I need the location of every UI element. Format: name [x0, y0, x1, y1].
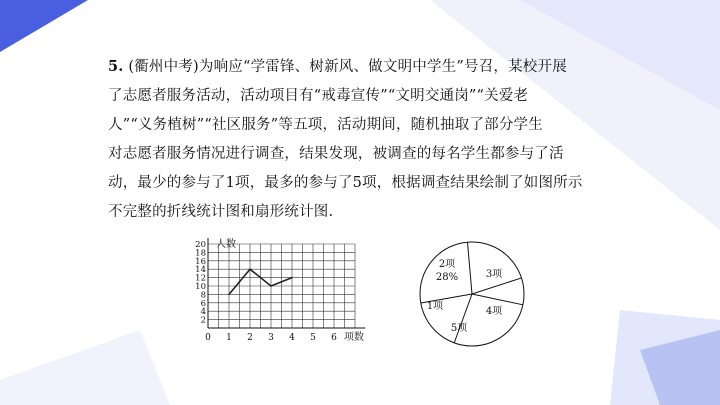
pie-slice-label: 5项: [450, 323, 468, 334]
problem-line-6: 不完整的折线统计图和扇形统计图.: [108, 204, 334, 220]
y-tick-label: 16: [195, 256, 206, 267]
pie-slice-label: 2项: [438, 259, 456, 270]
data-point: [291, 277, 293, 279]
pie-slice-label: 4项: [485, 306, 503, 317]
y-tick-label: 18: [195, 248, 206, 259]
pie-slice-label: 1项: [426, 301, 444, 312]
y-tick-label: 14: [195, 265, 206, 276]
data-point: [270, 285, 272, 287]
problem-line-4: 对志愿者服务情况进行调查，结果发现，被调查的每名学生都参与了活: [108, 146, 564, 162]
y-tick-label: 12: [195, 273, 206, 284]
y-tick-label: 8: [200, 290, 206, 301]
pie-slice-label: 3项: [485, 269, 503, 280]
x-tick-label: 6: [331, 333, 337, 343]
x-tick-label: 1: [226, 333, 232, 343]
problem-line-5: 动，最少的参与了1项，最多的参与了5项，根据调查结果绘制了如图所示: [108, 175, 583, 191]
problem-text: [108, 52, 608, 227]
x-tick-label: 5: [310, 333, 316, 343]
x-tick-label: 3: [268, 333, 274, 343]
x-tick-label: 2: [247, 333, 253, 343]
x-tick-label: 0: [205, 333, 211, 343]
pie-chart-svg: [395, 238, 545, 354]
y-tick-label: 20: [195, 240, 206, 250]
data-point: [228, 294, 230, 296]
y-tick-label: 4: [200, 307, 206, 318]
problem-line-2: 了志愿者服务活动，活动项目有“戒毒宣传”“文明交通岗”“关爱老: [108, 88, 529, 104]
pie-slice-percent-label: 28%: [435, 272, 459, 283]
pie-chart: [395, 238, 545, 354]
x-tick-label: 4: [289, 333, 295, 343]
line-chart-svg: [193, 238, 388, 354]
y-tick-label: 2: [200, 315, 206, 326]
problem-line-3: 人”“义务植树”“社区服务”等五项，活动期间，随机抽取了部分学生: [108, 117, 543, 133]
problem-number: 5.: [108, 58, 124, 75]
problem-line-1: 5. (衢州中考)为响应“学雷锋、树新风、做文明中学生”号召，某校开展: [108, 58, 567, 75]
x-axis-label: 项数: [344, 332, 364, 343]
y-axis-label: 人数: [216, 239, 236, 250]
line-chart: [193, 238, 388, 354]
y-tick-label: 6: [200, 298, 206, 309]
y-tick-label: 10: [195, 282, 206, 292]
data-point: [249, 268, 251, 270]
bottom-left-decor-shape: [0, 330, 170, 405]
top-left-accent-shape: [0, 0, 88, 52]
